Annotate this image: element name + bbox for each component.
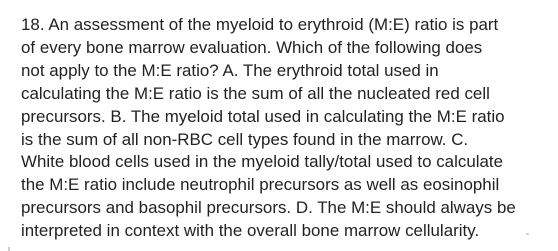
question-line: 18. An assessment of the myeloid to erythroid (M:E) ratio is part [21, 15, 499, 34]
question-line: the M:E ratio include neutrophil precursors as well as eosinophil [21, 175, 500, 195]
corner-mark [526, 233, 529, 235]
question-line: White blood cells used in the myeloid tally/total used to calculate [21, 152, 504, 172]
question-line: precursors and basophil precursors. D. The M:E should always be [21, 198, 516, 218]
question-text [21, 14, 541, 243]
question-line: interpreted in context with the overall bone marrow cellularity. [21, 221, 480, 241]
question-line: not apply to the M:E ratio? A. The erythroid total used in [21, 60, 439, 80]
question-line: is the sum of all non-RBC cell types found in the marrow. C. [21, 129, 469, 149]
question-line: of every bone marrow evaluation. Which of the following does [21, 37, 483, 57]
corner-mark [8, 247, 10, 251]
question-line: calculating the M:E ratio is the sum of all the nucleated red cell [21, 83, 490, 103]
question-line: precursors. B. The myeloid total used in calculating the M:E ratio [21, 106, 505, 126]
